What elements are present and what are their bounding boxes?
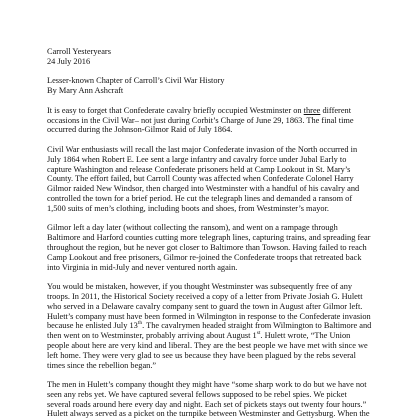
article-body — [47, 106, 372, 419]
paragraph-4 — [47, 282, 372, 370]
article-byline: By Mary Ann Ashcraft — [47, 86, 124, 96]
paragraph-1 — [47, 106, 372, 135]
paragraph-4-text-b: . The cavalrymen headed straight from Wilmington to Baltimore and then went on to Westminster, probably arriving about August 1 — [47, 321, 372, 341]
paragraph-1-text-a: It is easy to forget that Confederate cavalry briefly occupied Westminster on — [47, 105, 304, 115]
publication-date: 24 July 2016 — [47, 56, 91, 66]
paragraph-5: The men in Hulett’s company thought they might have “some sharp work to do but we have not seen any rebs yet. We have captured several fellows supposed to be rebel spies. We picket several roads around here every day and night. Each set of pickets stays out twenty four hours.” Hulett always served as a picket on the turnpike between Westminster and Gettysburg. When the — [47, 380, 370, 419]
underlined-word: three — [303, 105, 321, 115]
paragraph-4-text-c: . Hulett wrote, “The Union people about here are very kind and liberal. They are the best people we have met with since we left home. They were very glad to see us because they have been plagued by the rebs several times since the rebellion began.” — [47, 331, 368, 370]
article-title: Lesser-known Chapter of Carroll’s Civil War History — [47, 76, 225, 86]
ordinal-suffix: st — [256, 330, 261, 337]
paragraph-3: Gilmor left a day later (without collecting the ransom), and went on a rampage through Baltimore and Harford counties cutting more telegraph lines, capturing trains, and spreading fear throughout the region, but he never got closer to Baltimore than Towson. Having failed to reach Camp Lookout and free prisoners, Gilmor re-joined the Confederate troops that retreated back into Virginia in mid-July and never ventured north again. — [47, 223, 371, 272]
paragraph-4-text-a: You would be mistaken, however, if you thought Westminster was subsequently free of any troops. In 2011, the Historical Society received a copy of a letter from Private Josiah G. Hulett who served in a Delaware cavalry company sent to guard the town in August after Gilmor left. Hulett’s company must have been formed in Wilmington in response to the Confederate invasion because he enlisted July 13 — [47, 282, 371, 331]
column-name: Carroll Yesteryears — [47, 47, 111, 56]
article-heading — [47, 76, 372, 96]
paragraph-2: Civil War enthusiasts will recall the last major Confederate invasion of the North occurred in July 1864 when Robert E. Lee sent a large infantry and cavalry force under Jubal Early to capture Washington and release Confederate prisoners held at Camp Lookout in St. Mary’s County. The effort failed, but Carroll County was affected when Confederate Colonel Harry Gilmor raided New Windsor, then charged into Westminster with a handful of his cavalry and controlled the town for a brief period. He cut the telegraph lines and demanded a ransom of 1,500 suits of men’s clothing, including boots and shoes, from Westminster’s mayor. — [47, 144, 360, 213]
ordinal-suffix: th — [137, 320, 143, 327]
column-header — [47, 47, 372, 67]
paragraph-1-text-b: different occasions in the Civil War– not just during Corbit’s Charge of June 29, 1863. The final time occurred during the Johnson-Gilmor Raid of July 1864. — [47, 105, 354, 135]
